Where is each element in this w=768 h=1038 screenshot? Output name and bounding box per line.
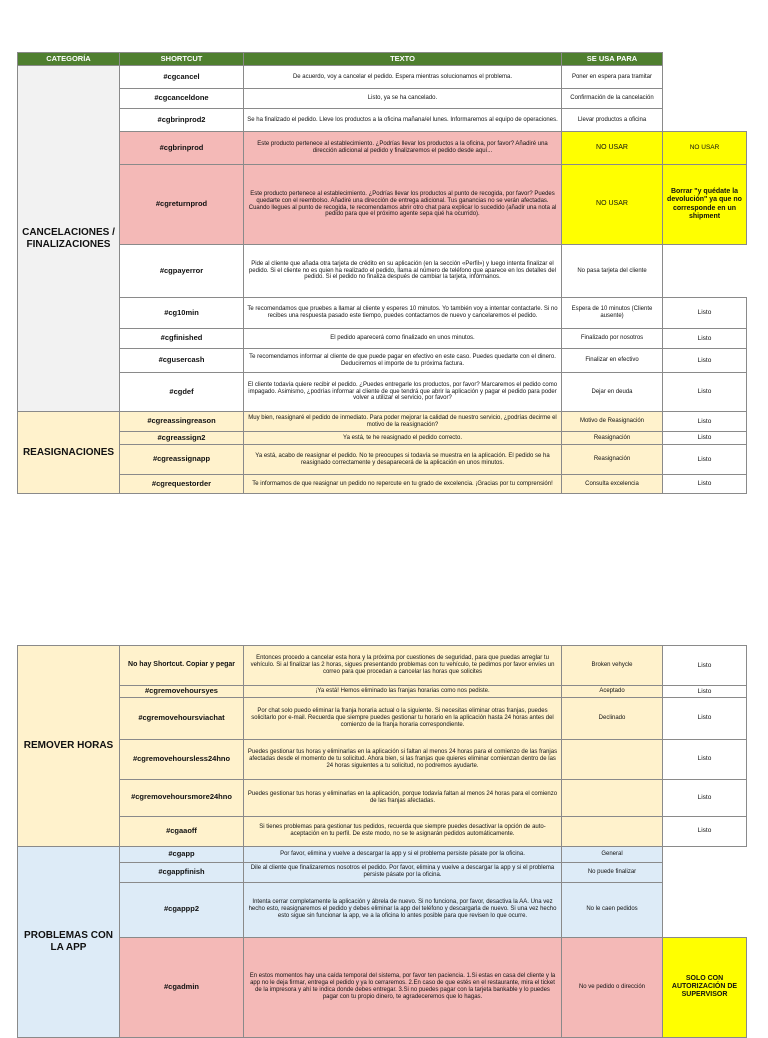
shortcut-cell[interactable]: #cgusercash [120, 349, 244, 373]
shortcut-cell[interactable]: #cgremovehoursviachat [120, 697, 244, 739]
category-reasignaciones: REASIGNACIONES [18, 412, 120, 494]
shortcut-cell[interactable]: #cgrequestorder [120, 475, 244, 494]
extra-cell [663, 862, 747, 882]
text-cell[interactable]: Puedes gestionar tus horas y eliminarlas en la aplicación, porque todavía faltan al menos 24 horas para el comienzo de las franjas afectadas. [244, 779, 562, 816]
table-row[interactable] [18, 475, 747, 494]
shortcut-cell[interactable]: #cgfinished [120, 329, 244, 349]
extra-cell [663, 882, 747, 937]
extra-cell [663, 89, 747, 109]
extra-cell [663, 245, 747, 298]
use-cell: Reasignación [562, 432, 663, 445]
text-cell[interactable]: Por favor, elimina y vuelve a descargar la app y si el problema persiste pásate por la oficina. [244, 846, 562, 862]
use-cell: NO USAR [562, 165, 663, 245]
text-cell[interactable]: Ya está, acabo de reasignar el pedido. No te preocupes si todavía se muestra en la aplicación. El pedido se ha reasignado correctamente y desaparecerá de la aplicación en unos minutos. [244, 445, 562, 475]
use-cell [562, 739, 663, 779]
use-cell: Reasignación [562, 445, 663, 475]
table-row[interactable] [18, 432, 747, 445]
use-cell: No le caen pedidos [562, 882, 663, 937]
shortcut-cell[interactable]: #cgappfinish [120, 862, 244, 882]
shortcut-cell[interactable]: #cgreassingreason [120, 412, 244, 432]
use-cell: Finalizado por nosotros [562, 329, 663, 349]
text-cell[interactable]: El pedido aparecerá como finalizado en unos minutos. [244, 329, 562, 349]
text-cell[interactable]: Este producto pertenece al establecimiento. ¿Podrías llevar los productos a la oficina, por favor? Añadiré una dirección adicional al pedido y finalizaremos el pedido desde aquí... [244, 132, 562, 165]
shortcut-cell[interactable]: No hay Shortcut. Copiar y pegar [120, 646, 244, 686]
table-row[interactable] [18, 66, 747, 89]
shortcut-cell[interactable]: #cgadmin [120, 937, 244, 1037]
use-cell: Dejar en deuda [562, 373, 663, 412]
text-cell[interactable]: Te informamos de que reasignar un pedido no repercute en tu grado de excelencia. ¡Gracias por tu comprensión! [244, 475, 562, 494]
table-row[interactable] [18, 882, 747, 937]
table-row[interactable] [18, 132, 747, 165]
shortcut-cell[interactable]: #cgapp [120, 846, 244, 862]
table-row[interactable] [18, 846, 747, 862]
extra-cell-listo: Listo [663, 349, 747, 373]
text-cell[interactable]: De acuerdo, voy a cancelar el pedido. Espera mientras solucionamos el problema. [244, 66, 562, 89]
use-cell: Aceptado [562, 686, 663, 698]
table-row[interactable] [18, 739, 747, 779]
header-row [18, 53, 747, 66]
extra-cell-listo: Listo [663, 298, 747, 329]
use-cell: Espera de 10 minutos (Cliente ausente) [562, 298, 663, 329]
table-row[interactable] [18, 412, 747, 432]
use-cell [562, 816, 663, 846]
text-cell[interactable]: Te recomendamos que pruebes a llamar al cliente y esperes 10 minutos. Yo también voy a intentar contactarle. Si no recibes una respuesta pasado este tiempo, puedes contactarnos de nuevo y cancelaremos el pedido. [244, 298, 562, 329]
table-row[interactable] [18, 373, 747, 412]
category-remover-horas: REMOVER HORAS [18, 646, 120, 847]
text-cell[interactable]: Se ha finalizado el pedido. Lleve los productos a la oficina mañana/el lunes. Informaremos al equipo de operaciones. [244, 109, 562, 132]
shortcut-cell[interactable]: #cgreassign2 [120, 432, 244, 445]
shortcut-cell[interactable]: #cgremovehoursless24hno [120, 739, 244, 779]
extra-cell-listo: Listo [663, 697, 747, 739]
extra-cell-listo: Listo [663, 329, 747, 349]
shortcut-cell[interactable]: #cg10min [120, 298, 244, 329]
extra-cell-supervisor: SOLO CON AUTORIZACIÓN DE SUPERVISOR [663, 937, 747, 1037]
extra-cell-listo: Listo [663, 739, 747, 779]
table-row[interactable] [18, 697, 747, 739]
table-row[interactable] [18, 779, 747, 816]
shortcut-cell[interactable]: #cgbrinprod2 [120, 109, 244, 132]
header-se-usa-para: SE USA PARA [562, 53, 663, 66]
text-cell[interactable]: Listo, ya se ha cancelado. [244, 89, 562, 109]
use-cell: Consulta excelencia [562, 475, 663, 494]
text-cell[interactable]: Pide al cliente que añada otra tarjeta de crédito en su aplicación (en la sección «Perfil») y luego intenta finalizar el pedido. Si el cliente no es quien ha realizado el pedido, llama al número de teléfono que aparece en los detalles del pedido. Si el pedido no finaliza después de cambiar la tarjeta, infórmanos. [244, 245, 562, 298]
shortcut-cell[interactable]: #cgaaoff [120, 816, 244, 846]
text-cell[interactable]: Puedes gestionar tus horas y eliminarlas en la aplicación si faltan al menos 24 horas para el comienzo de las franjas afectadas desde el momento de tu solicitud. Ahora bien, si las franjas que quieres eliminar comienzan dentro de las 24 horas siguientes a tu solicitud, no podremos ayudarte. [244, 739, 562, 779]
text-cell[interactable]: Te recomendamos informar al cliente de que puede pagar en efectivo en este caso. Puedes quedarte con el dinero. Deduciremos el importe de tu próxima factura. [244, 349, 562, 373]
header-categoria: CATEGORÍA [18, 53, 120, 66]
use-cell: Confirmación de la cancelación [562, 89, 663, 109]
text-cell[interactable]: Por chat solo puedo eliminar la franja horaria actual o la siguiente. Si necesitas eliminar otras franjas, puedes solicitarlo por e-mail. Recuerda que siempre puedes gestionar tu horario en la aplicación hasta 24 horas antes del comienzo de la franja horaria correspondiente. [244, 697, 562, 739]
extra-cell-listo: Listo [663, 779, 747, 816]
use-cell: Poner en espera para tramitar [562, 66, 663, 89]
extra-cell-listo: Listo [663, 412, 747, 432]
table-row[interactable] [18, 445, 747, 475]
table-row[interactable] [18, 329, 747, 349]
extra-cell-listo: Listo [663, 475, 747, 494]
text-cell[interactable]: Ya está, te he reasignado el pedido correcto. [244, 432, 562, 445]
table-row[interactable] [18, 89, 747, 109]
use-cell: General [562, 846, 663, 862]
use-cell: Broken vehycle [562, 646, 663, 686]
text-cell[interactable]: Este producto pertenece al establecimiento. ¿Podrías llevar los productos al punto de recogida, por favor? Puedes quedarte con el reembolso. Añadiré una dirección de entrega adicional. Tus ganancias no se verán afectadas. Cuando llegues al punto de recogida, te recomendamos abrir otro chat para explicar lo sucedido (añadir una nota al pedido para que el próximo agente sepa qué ha ocurrido). [244, 165, 562, 245]
text-cell[interactable]: ¡Ya está! Hemos eliminado las franjas horarias como nos pediste. [244, 686, 562, 698]
extra-cell-listo: Listo [663, 686, 747, 698]
shortcut-cell[interactable]: #cgreassignapp [120, 445, 244, 475]
use-cell: NO USAR [562, 132, 663, 165]
shortcuts-table-top [17, 52, 747, 494]
table-row[interactable] [18, 686, 747, 698]
extra-cell-no-usar: NO USAR [663, 132, 747, 165]
extra-cell-note: Borrar "y quédate la devolución" ya que no corresponde en un shipment [663, 165, 747, 245]
header-texto: TEXTO [244, 53, 562, 66]
text-cell[interactable]: Muy bien, reasignaré el pedido de inmediato. Para poder mejorar la calidad de nuestro servicio, ¿podrías decirme el motivo de la reasignación? [244, 412, 562, 432]
use-cell: No ve pedido o dirección [562, 937, 663, 1037]
table-row[interactable] [18, 349, 747, 373]
text-cell[interactable]: Dile al cliente que finalizaremos nosotros el pedido. Por favor, elimina y vuelve a descargar la app y si el problema persiste pásate por la oficina. [244, 862, 562, 882]
shortcut-cell[interactable]: #cgcancel [120, 66, 244, 89]
shortcut-cell[interactable]: #cgremovehoursmore24hno [120, 779, 244, 816]
table-row[interactable] [18, 862, 747, 882]
use-cell: No puede finalizar [562, 862, 663, 882]
shortcut-cell[interactable]: #cgreturnprod [120, 165, 244, 245]
table-row[interactable] [18, 937, 747, 1037]
extra-cell-listo: Listo [663, 646, 747, 686]
use-cell: Llevar productos a oficina [562, 109, 663, 132]
extra-cell-listo: Listo [663, 445, 747, 475]
use-cell: No pasa tarjeta del cliente [562, 245, 663, 298]
extra-cell-listo: Listo [663, 816, 747, 846]
shortcut-cell[interactable]: #cgbrinprod [120, 132, 244, 165]
extra-cell [663, 109, 747, 132]
shortcut-cell[interactable]: #cgdef [120, 373, 244, 412]
table-row[interactable] [18, 245, 747, 298]
header-blank [663, 53, 747, 66]
text-cell[interactable]: Intenta cerrar completamente la aplicación y ábrela de nuevo. Si no funciona, por favor, desactiva la AA. Una vez hecho esto, reasignaremos el pedido y debes eliminar la app del teléfono y descargarla de nuevo. Si una vez hecho esto sigue sin funcionar la app, ve a la oficina lo antes posible para que revisen lo que ocurre. [244, 882, 562, 937]
extra-cell-listo: Listo [663, 432, 747, 445]
shortcut-cell[interactable]: #cgpayerror [120, 245, 244, 298]
header-shortcut: SHORTCUT [120, 53, 244, 66]
use-cell: Motivo de Reasignación [562, 412, 663, 432]
text-cell[interactable]: Entonces procedo a cancelar esta hora y la próxima por cuestiones de seguridad, para que puedas arreglar tu vehículo. Si al finalizar las 2 horas, sigues presentando problemas con tu vehículo, te pedimos por favor envíes un correo para que procedan a cancelar las horas que solicites [244, 646, 562, 686]
shortcut-cell[interactable]: #cgcanceldone [120, 89, 244, 109]
extra-cell [663, 66, 747, 89]
use-cell [562, 779, 663, 816]
use-cell: Declinado [562, 697, 663, 739]
table-row[interactable] [18, 816, 747, 846]
table-row[interactable] [18, 109, 747, 132]
text-cell[interactable]: En estos momentos hay una caída temporal del sistema, por favor ten paciencia. 1.Si estas en casa del cliente y la app no le deja firmar, entrega el pedido y ya lo cerraremos. 2.En caso de que estés en el restaurante, mira el ticket de la impresora y ahí te indica donde debes entregar. 3.Si no puedes pagar con la tarjeta bankable y lo puedes pagar con tu propio dinero, te agradeceremos que lo hagas. [244, 937, 562, 1037]
extra-cell [663, 846, 747, 862]
text-cell[interactable]: El cliente todavía quiere recibir el pedido. ¿Puedes entregarle los productos, por favor? Marcaremos el pedido como impagado. Asimismo, ¿podrías informar al cliente de que tendrá que abrir la aplicación y pagar el pedido para poder volver a utilizar el servicio, por favor? [244, 373, 562, 412]
category-problemas-app: PROBLEMAS CON LA APP [18, 846, 120, 1037]
table-row[interactable] [18, 165, 747, 245]
text-cell[interactable]: Si tienes problemas para gestionar tus pedidos, recuerda que siempre puedes desactivar la opción de auto-aceptación en tu perfil. De este modo, no se te asignarán pedidos automáticamente. [244, 816, 562, 846]
table-row[interactable] [18, 298, 747, 329]
category-cancelaciones: CANCELACIONES / FINALIZACIONES [18, 66, 120, 412]
table-row[interactable] [18, 646, 747, 686]
use-cell: Finalizar en efectivo [562, 349, 663, 373]
shortcuts-table-bottom [17, 645, 747, 1038]
extra-cell-listo: Listo [663, 373, 747, 412]
shortcut-cell[interactable]: #cgremovehoursyes [120, 686, 244, 698]
shortcut-cell[interactable]: #cgappp2 [120, 882, 244, 937]
